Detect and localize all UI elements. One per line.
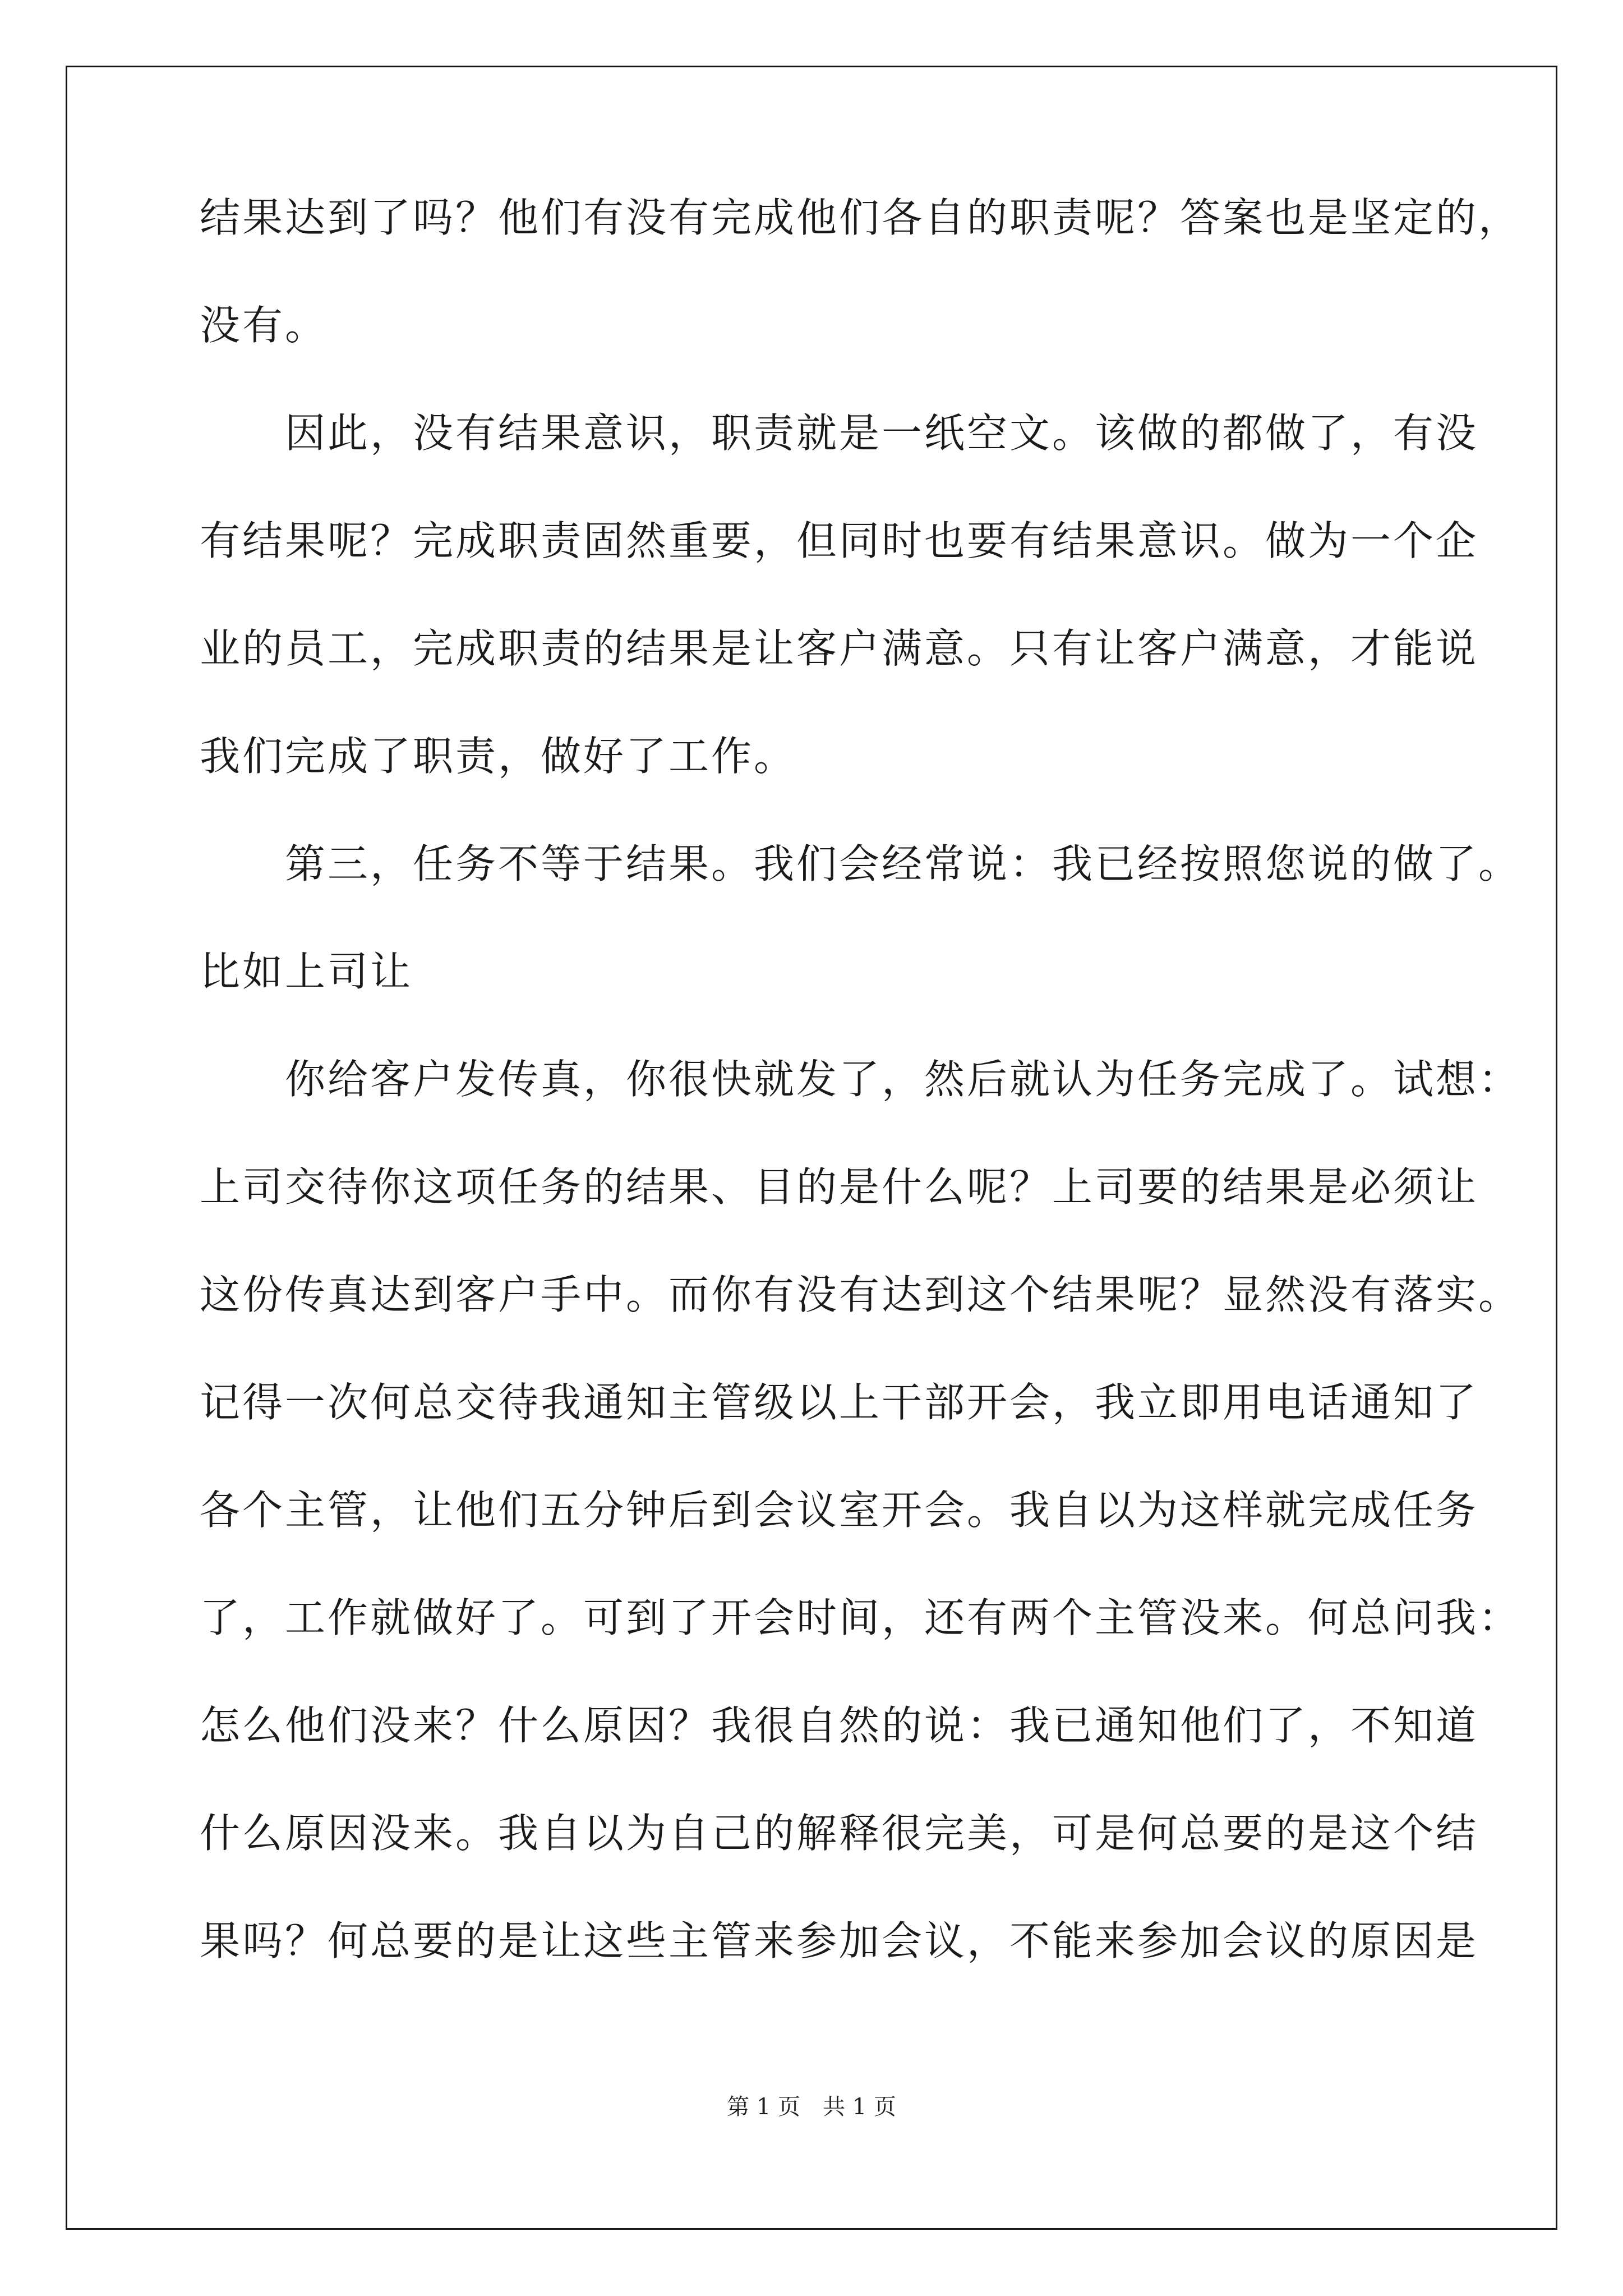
- text-line: 比如上司让: [200, 948, 413, 995]
- text-line: 了，工作就做好了。可到了开会时间，还有两个主管没来。何总问我：: [200, 1594, 1521, 1641]
- text-line: 没有。: [200, 302, 328, 349]
- paragraph-first-line: 你给客户发传真，你很快就发了，然后就认为任务完成了。试想：: [285, 1056, 1521, 1103]
- text-line: 果吗？何总要的是让这些主管来参加会议，不能来参加会议的原因是: [200, 1917, 1479, 1964]
- page-frame: [66, 66, 1557, 2230]
- text-line: 有结果呢？完成职责固然重要，但同时也要有结果意识。做为一个企: [200, 517, 1479, 564]
- text-line: 业的员工，完成职责的结果是让客户满意。只有让客户满意，才能说: [200, 625, 1479, 672]
- page-number-footer: 第 1 页 共 1 页: [727, 2094, 896, 2120]
- text-line: 各个主管，让他们五分钟后到会议室开会。我自以为这样就完成任务: [200, 1487, 1479, 1534]
- text-line: 怎么他们没来？什么原因？我很自然的说：我已通知他们了，不知道: [200, 1702, 1479, 1749]
- text-line: 什么原因没来。我自以为自己的解释很完美，可是何总要的是这个结: [200, 1810, 1479, 1857]
- text-line: 结果达到了吗？他们有没有完成他们各自的职责呢？答案也是坚定的，: [200, 194, 1521, 241]
- paragraph-first-line: 第三，任务不等于结果。我们会经常说：我已经按照您说的做了。: [285, 840, 1521, 887]
- text-line: 记得一次何总交待我通知主管级以上干部开会，我立即用电话通知了: [200, 1379, 1479, 1426]
- text-line: 上司交待你这项任务的结果、目的是什么呢？上司要的结果是必须让: [200, 1163, 1479, 1211]
- text-line: 这份传真达到客户手中。而你有没有达到这个结果呢？显然没有落实。: [200, 1271, 1521, 1318]
- text-line: 我们完成了职责，做好了工作。: [200, 733, 797, 780]
- paragraph-first-line: 因此，没有结果意识，职责就是一纸空文。该做的都做了，有没: [285, 409, 1479, 457]
